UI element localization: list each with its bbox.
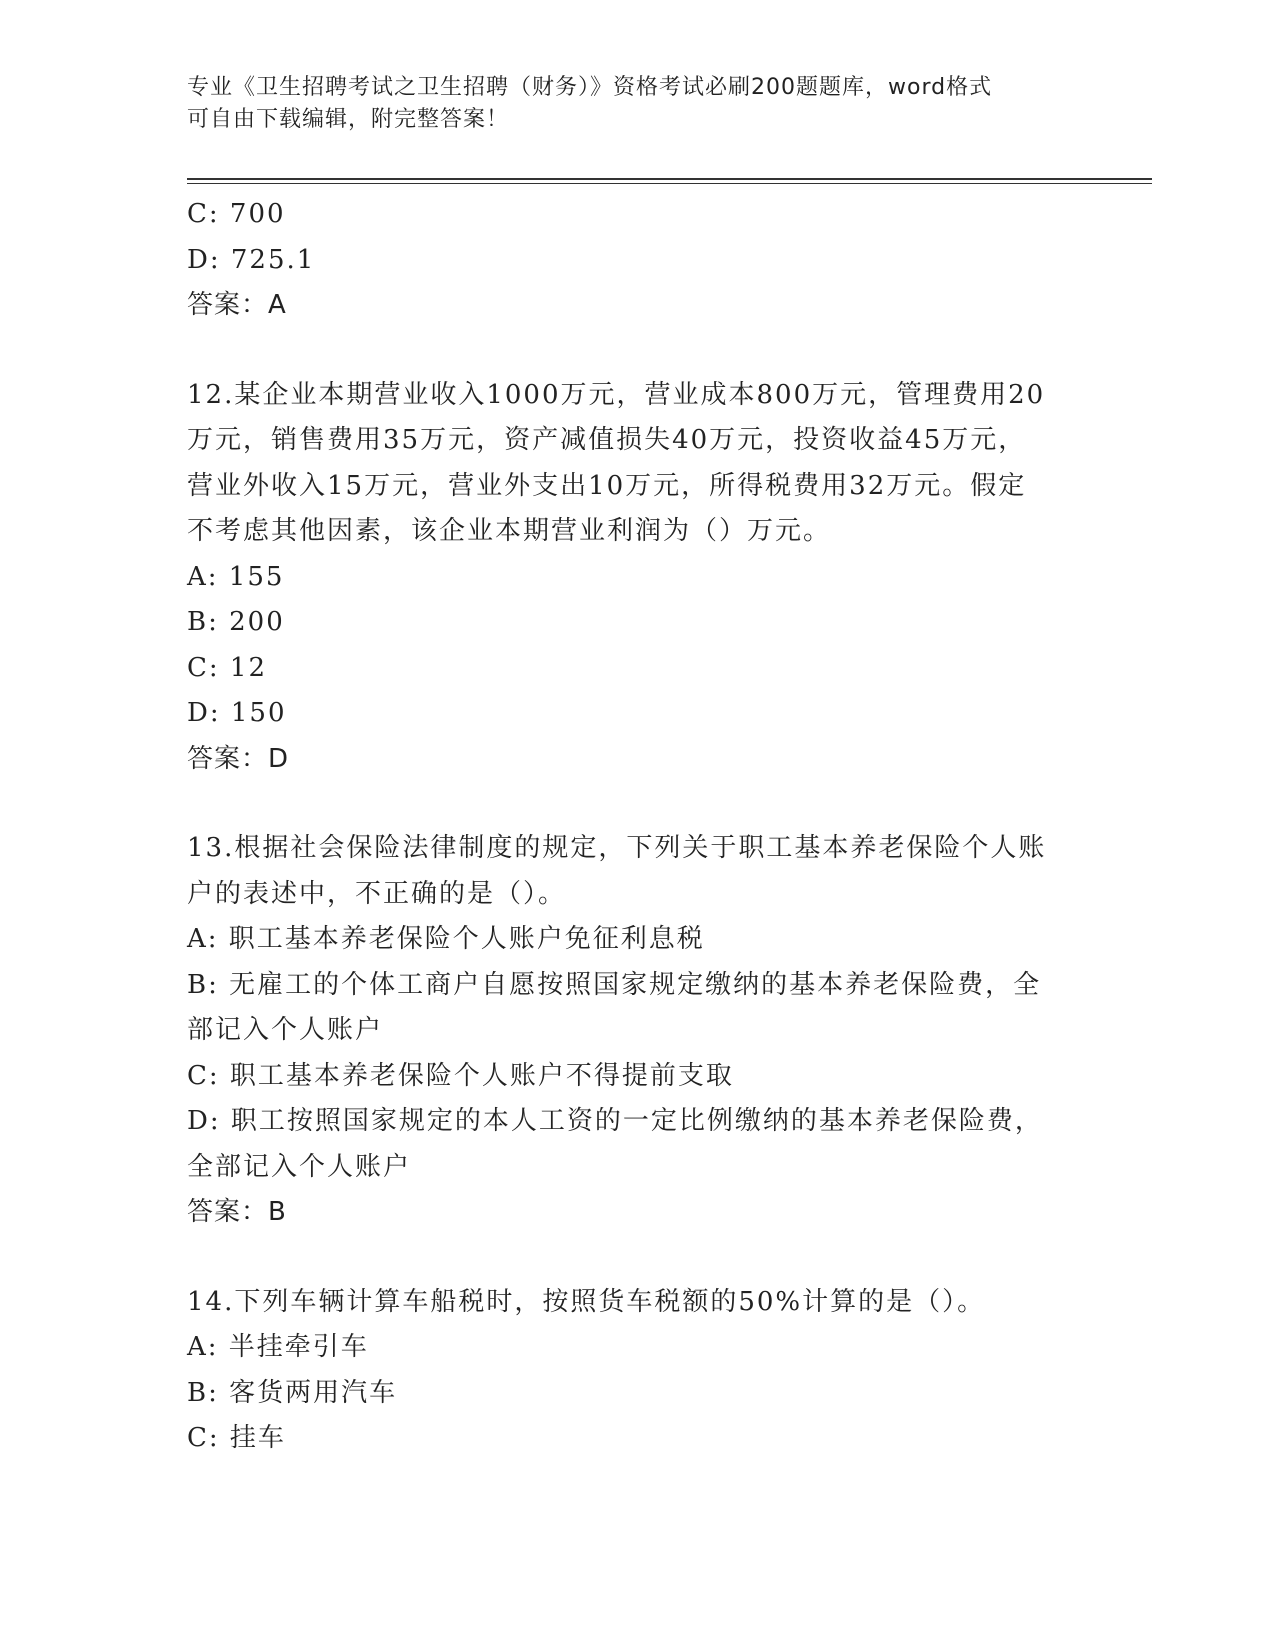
previous-question	[187, 192, 1087, 329]
option-line: D: 职工按照国家规定的本人工资的一定比例缴纳的基本养老保险费，	[187, 1106, 1043, 1136]
question-14	[187, 1280, 1087, 1462]
question-content	[187, 192, 1087, 1462]
question-text-line: 不考虑其他因素，该企业本期营业利润为（）万元。	[187, 516, 832, 546]
question-12	[187, 373, 1087, 783]
option-line: B: 无雇工的个体工商户自愿按照国家规定缴纳的基本养老保险费，全	[187, 969, 1042, 1000]
header-line-2: 可自由下载编辑，附完整答案！	[187, 107, 510, 132]
option-line: A: 155	[187, 561, 285, 592]
question-text-line: 14.下列车辆计算车船税时，按照货车税额的50%计算的是（）。	[187, 1286, 986, 1317]
option-line: A: 半挂牵引车	[187, 1332, 369, 1362]
document-header	[187, 72, 1067, 136]
answer-line: 答案：B	[187, 1197, 287, 1227]
header-divider-thick	[187, 178, 1152, 180]
option-line: B: 200	[187, 607, 285, 637]
answer-line: 答案：D	[187, 743, 290, 774]
option-line: C: 700	[187, 199, 286, 229]
header-line-1: 专业《卫生招聘考试之卫生招聘（财务）》资格考试必刷200题题库，word格式	[187, 75, 993, 100]
question-text-line: 13.根据社会保险法律制度的规定，下列关于职工基本养老保险个人账	[187, 833, 1047, 863]
option-line: C: 挂车	[187, 1423, 286, 1453]
question-text-line: 户的表述中，不正确的是（）。	[187, 878, 567, 909]
option-line: D: 150	[187, 698, 287, 728]
option-line: B: 客货两用汽车	[187, 1377, 398, 1408]
option-line: 全部记入个人账户	[187, 1151, 412, 1182]
answer-line: 答案：A	[187, 290, 287, 320]
header-divider-thin	[187, 183, 1152, 184]
option-line: 部记入个人账户	[187, 1015, 384, 1045]
question-text-line: 万元，销售费用35万元，资产减值损失40万元，投资收益45万元，	[187, 425, 1027, 455]
option-line: D: 725.1	[187, 244, 316, 275]
option-line: C: 12	[187, 652, 268, 683]
question-text-line: 12.某企业本期营业收入1000万元，营业成本800万元，管理费用20	[187, 379, 1046, 410]
question-13	[187, 826, 1087, 1236]
question-text-line: 营业外收入15万元，营业外支出10万元，所得税费用32万元。假定	[187, 470, 1027, 501]
option-line: C: 职工基本养老保险个人账户不得提前支取	[187, 1060, 734, 1091]
option-line: A: 职工基本养老保险个人账户免征利息税	[187, 924, 705, 954]
